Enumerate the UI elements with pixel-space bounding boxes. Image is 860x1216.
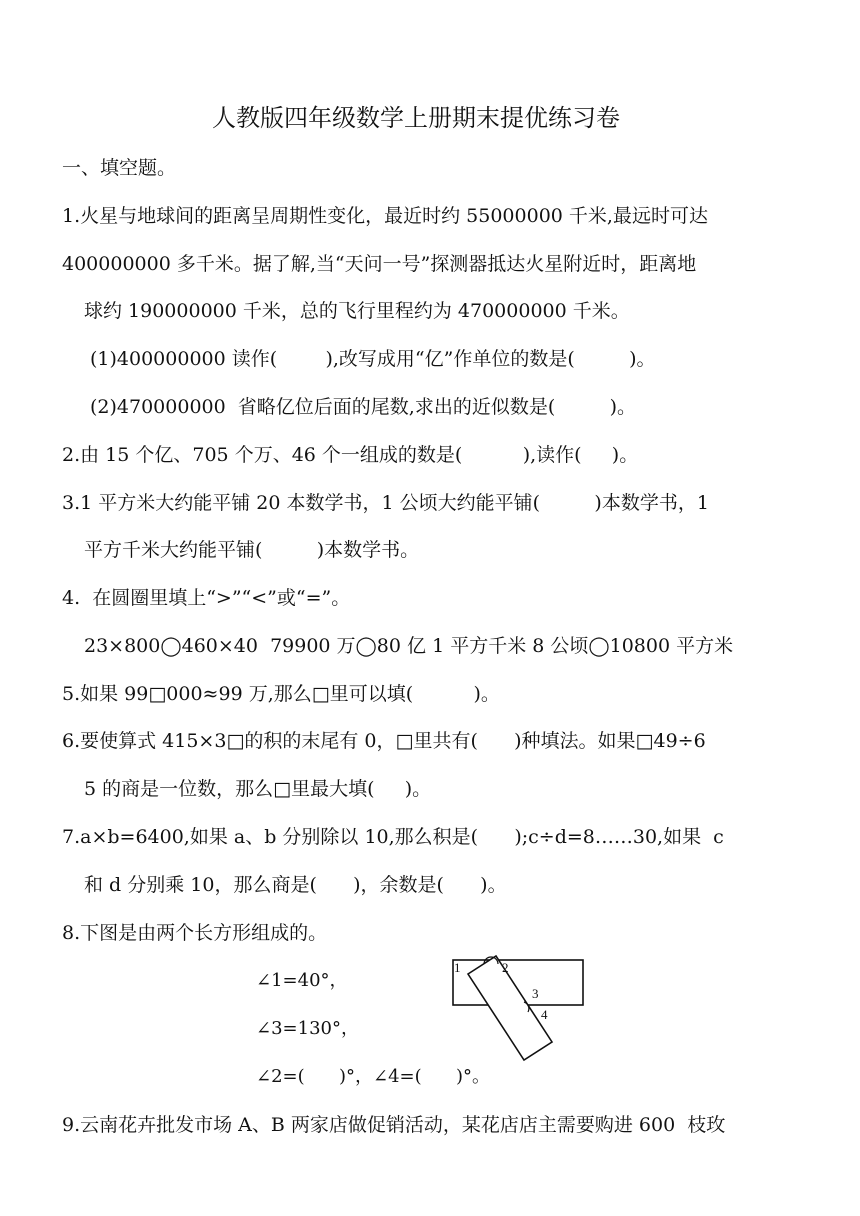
q1-subquestion-2: (2)470000000 省略亿位后面的尾数,求出的近似数是( )。: [90, 396, 637, 418]
q4-line-2: 23×800◯460×40 79900 万◯80 亿 1 平方千米 8 公顷◯10800 平方米: [84, 635, 734, 657]
q6-line-1: 6.要使算式 415×3□的积的末尾有 0，□里共有( )种填法。如果□49÷6: [62, 730, 706, 752]
q1-line-1: 1.火星与地球间的距离呈周期性变化，最近时约 55000000 千米,最远时可达: [62, 205, 708, 227]
section-heading: 一、填空题。: [62, 157, 177, 179]
two-rectangles-figure: [448, 950, 590, 1062]
question-2: 2.由 15 个亿、705 个万、46 个一组成的数是( ),读作( )。: [62, 444, 639, 466]
angle-label-2: 2: [502, 960, 509, 975]
q4-line-1: 4. 在圆圈里填上“>”“<”或“=”。: [62, 587, 351, 609]
tilted-rectangle: [468, 956, 552, 1060]
q1-line-2: 400000000 多千米。据了解,当“天问一号”探测器抵达火星附近时，距离地: [62, 253, 697, 275]
question-9-line-1: 9.云南花卉批发市场 A、B 两家店做促销活动，某花店店主需要购进 600 枝玫: [62, 1114, 726, 1136]
question-5: 5.如果 99□000≈99 万,那么□里可以填( )。: [62, 683, 500, 705]
q3-line-1: 3.1 平方米大约能平铺 20 本数学书，1 公顷大约能平铺( )本数学书，1: [62, 492, 709, 514]
q8-answer-line: ∠2=( )°，∠4=( )°。: [256, 1066, 490, 1087]
q1-subquestion-1: (1)400000000 读作( ),改写成用“亿”作单位的数是( )。: [90, 348, 656, 370]
angle-1-given: ∠1=40°，: [256, 970, 348, 991]
q7-line-1: 7.a×b=6400,如果 a、b 分别除以 10,那么积是( );c÷d=8……30,如果 c: [62, 826, 724, 848]
angle-label-3: 3: [532, 986, 539, 1001]
angle-label-4: 4: [541, 1007, 548, 1022]
angle-3-given: ∠3=130°，: [256, 1018, 359, 1039]
q6-line-2: 5 的商是一位数，那么□里最大填( )。: [84, 778, 432, 800]
page-title: 人教版四年级数学上册期末提优练习卷: [212, 104, 620, 132]
q1-line-3: 球约 190000000 千米，总的飞行里程约为 470000000 千米。: [84, 300, 630, 322]
angle-label-1: 1: [454, 960, 461, 975]
q7-line-2: 和 d 分别乘 10，那么商是( )，余数是( )。: [84, 874, 507, 896]
q3-line-2: 平方千米大约能平铺( )本数学书。: [84, 539, 420, 561]
q8-line-1: 8.下图是由两个长方形组成的。: [62, 922, 328, 944]
